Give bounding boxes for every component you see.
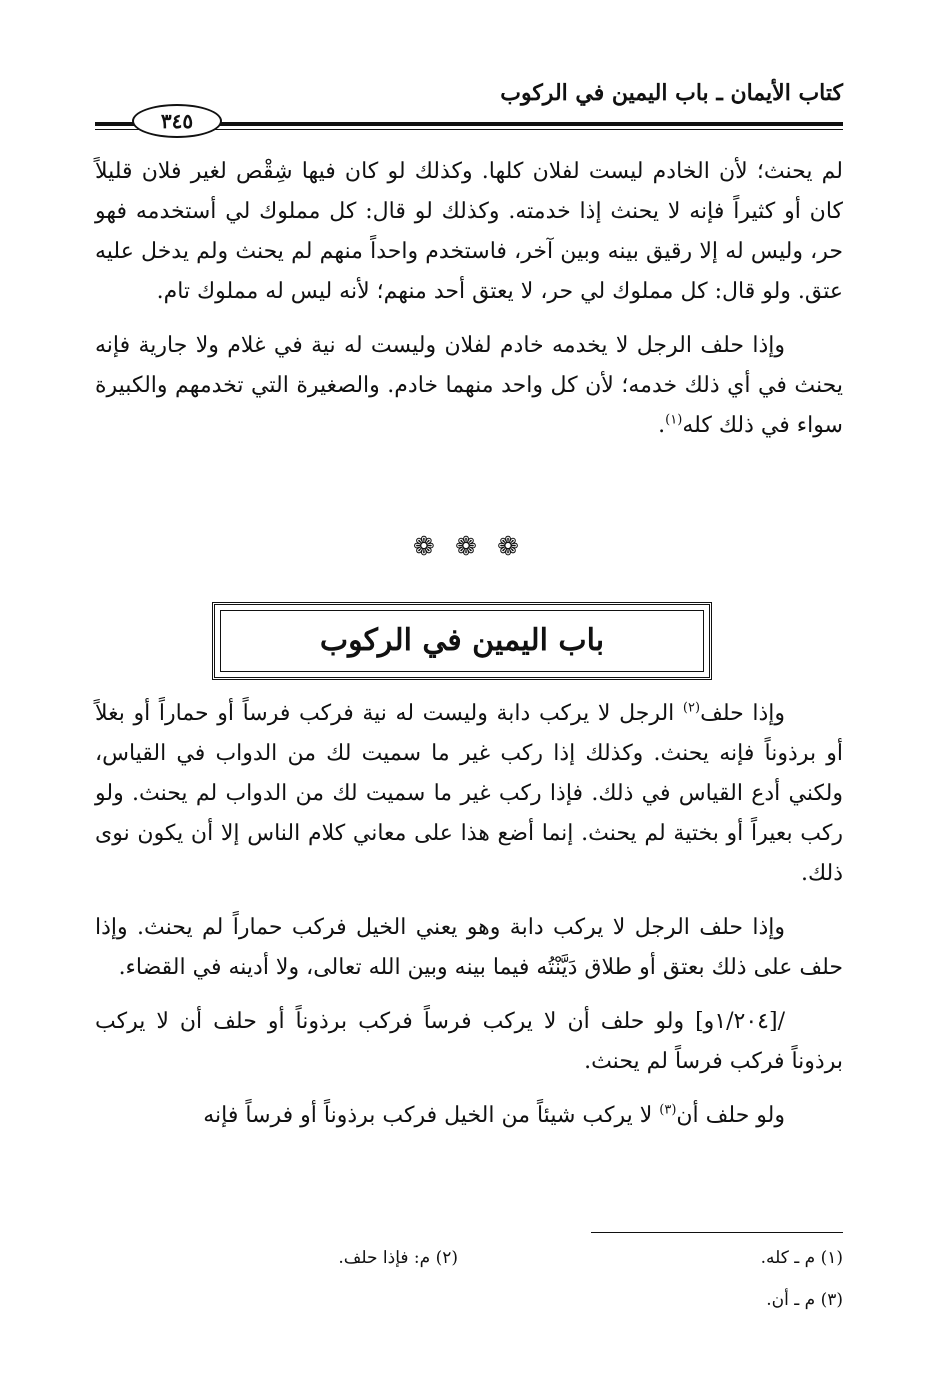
footnote-ref: (١) <box>665 412 683 428</box>
paragraph: /[١/٢٠٤و] ولو حلف أن لا يركب فرساً فركب برذوناً أو حلف أن لا يركب برذوناً فركب فرساً لم يحنث. <box>95 1009 843 1074</box>
footnote-1: (١) م ـ كله. <box>760 1248 843 1268</box>
ornament-divider: ❁ ❁ ❁ <box>413 532 525 562</box>
paragraph-text: لا يركب شيئاً من الخيل فركب برذوناً أو فرساً فإنه <box>203 1103 660 1128</box>
footnote-ref: (٢) <box>682 700 701 716</box>
paragraph-text: الرجل لا يركب دابة وليست له نية فركب فرساً أو حماراً أو بغلاً أو برذوناً فإنه يحنث. وكذلك إذا ركب غير ما سميت لك من الدواب في القياس، ولكني أدع القياس في ذلك. فإذا ركب غير ما سميت لك من الدواب لم يحنث. ولو ركب بعيراً أو بختية لم يحنث. إنما أضع هذا على معاني كلام الناس إلا أن يكون نوى ذلك. <box>95 701 843 886</box>
paragraph <box>95 1096 843 1136</box>
paragraph <box>95 694 843 894</box>
footnote-2: (٢) م: فإذا حلف. <box>338 1248 458 1268</box>
footnote-ref: (٣) <box>659 1102 677 1118</box>
paragraph <box>95 326 843 446</box>
paragraph-text: وإذا حلف <box>700 701 785 726</box>
section-1-text <box>95 152 843 446</box>
paragraph: لم يحنث؛ لأن الخادم ليست لفلان كلها. وكذلك لو كان فيها شِقْص لغير فلان قليلاً كان أو كثيراً فإنه لا يحنث إذا خدمته. وكذلك لو قال: كل مملوك لي أستخدمه فهو حر، وليس له إلا رقيق بينه وبين آخر، فاستخدم واحداً منهم لم يحنث ولم يدخل عليه عتق. ولو قال: كل مملوك لي حر، لا يعتق أحد منهم؛ لأنه ليس له مملوك تام. <box>95 159 843 304</box>
paragraph-text-end: . <box>658 413 666 438</box>
footnote-3: (٣) م ـ أن. <box>766 1290 843 1310</box>
running-title: كتاب الأيمان ـ باب اليمين في الركوب <box>500 80 843 106</box>
paragraph: وإذا حلف الرجل لا يركب دابة وهو يعني الخيل فركب حماراً لم يحنث. وإذا حلف على ذلك بعتق أو طلاق دَيَّنْتُه فيما بينه وبين الله تعالى، ولا أدينه في القضاء. <box>95 915 843 980</box>
footnote-rule <box>591 1232 843 1233</box>
chapter-title-frame <box>212 602 712 680</box>
chapter-title: باب اليمين في الركوب <box>319 623 605 658</box>
section-2-text <box>95 694 843 1136</box>
page-number: ٣٤٥ <box>132 104 222 138</box>
paragraph-text: وإذا حلف الرجل لا يخدمه خادم لفلان وليست له نية في غلام ولا جارية فإنه يحنث في أي ذلك خدمه؛ لأن كل واحد منهما خادم. والصغيرة التي تخدمهم والكبيرة سواء في ذلك كله <box>95 333 843 438</box>
paragraph-text: ولو حلف أن <box>676 1103 785 1128</box>
